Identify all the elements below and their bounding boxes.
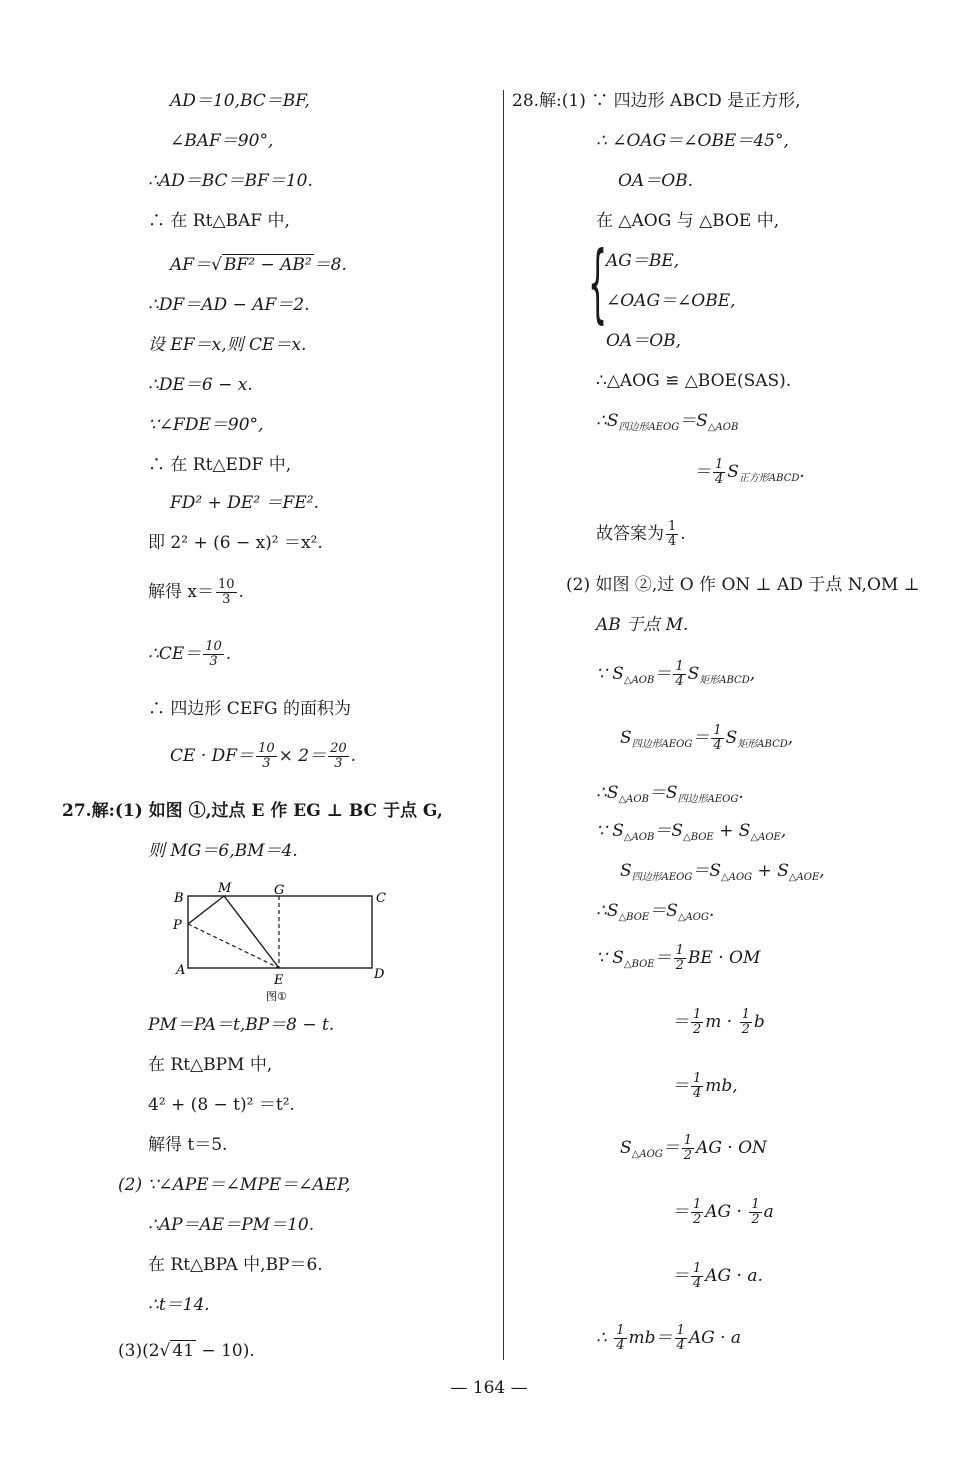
question-27-heading: 27.解:(1) 如图 ①,过点 E 作 EG ⊥ BC 于点 G, xyxy=(62,801,443,821)
fraction: $\frac{1}{2}$ xyxy=(693,1197,702,1227)
line: ＝ $\frac{1}{2}$ AG · $\frac{1}{2}$ a xyxy=(672,1197,774,1227)
text: AF＝ xyxy=(170,255,212,275)
fraction: $\frac{10}{3}$ xyxy=(218,577,235,607)
line: ∴ $\frac{1}{4}$ mb＝ $\frac{1}{4}$ AG · a xyxy=(596,1323,742,1353)
label-g: G xyxy=(274,883,285,898)
line: ∴AP＝AE＝PM＝10. xyxy=(148,1215,315,1235)
line: 4² + (8 − t)² ＝t². xyxy=(148,1095,295,1115)
fraction: $\frac{1}{2}$ xyxy=(675,943,684,973)
line: 在 Rt△BPM 中, xyxy=(148,1055,273,1075)
line: $S_{四边形AEOG}=$ $\frac{1}{4}$ $S_{矩形ABCD}$, xyxy=(620,723,794,753)
line: AF＝√ BF² − AB² ＝8. xyxy=(170,255,347,275)
line: ∵ $S_{\triangle AOB}=S_{\triangle BOE} + S_{\triangle AOE}$, xyxy=(596,821,787,843)
page-number: — 164 — xyxy=(450,1378,528,1398)
rectangle-abcd xyxy=(188,896,372,968)
figure-1-rectangle-diagram xyxy=(168,880,418,1010)
line: ∴t＝14. xyxy=(148,1295,210,1315)
line: 即 2² + (6 − x)² ＝x². xyxy=(148,533,323,553)
line: (2) 如图 ②,过 O 作 ON ⊥ AD 于点 N,OM ⊥ xyxy=(566,575,920,595)
line: AD＝10,BC＝BF, xyxy=(170,91,310,111)
fraction: $\frac{1}{4}$ xyxy=(693,1261,702,1291)
fraction: $\frac{1}{4}$ xyxy=(668,519,677,549)
label-m: M xyxy=(218,881,232,896)
question-28-heading: 28.解:(1) ∵ 四边形 ABCD 是正方形, xyxy=(512,91,801,111)
line: PM＝PA＝t,BP＝8 − t. xyxy=(148,1015,335,1035)
fraction: $\frac{1}{4}$ xyxy=(675,659,684,689)
label-c: C xyxy=(376,891,386,906)
line: 则 MG＝6,BM＝4. xyxy=(148,841,298,861)
line: $\therefore S_{四边形AEOG}=S_{\triangle AOB}$ xyxy=(596,411,739,433)
line: ∵ $S_{\triangle AOB}=$ $\frac{1}{4}$ $S_{矩形ABCD}$, xyxy=(596,659,756,689)
fraction: $\frac{1}{2}$ xyxy=(683,1133,693,1163)
line: (2) ∵∠APE＝∠MPE＝∠AEP, xyxy=(118,1175,351,1195)
sqrt-content: 41 xyxy=(172,1341,195,1361)
line: OA＝OB. xyxy=(618,171,694,191)
line: ＝ $\frac{1}{4}$ mb, xyxy=(672,1071,738,1101)
fraction: $\frac{1}{4}$ xyxy=(676,1323,685,1353)
fraction: $\frac{1}{2}$ xyxy=(693,1007,702,1037)
line: 设 EF＝x,则 CE＝x. xyxy=(148,335,307,355)
text: ＝8. xyxy=(313,255,347,275)
fraction: $\frac{20}{3}$ xyxy=(330,741,347,771)
left-brace: { xyxy=(588,233,608,333)
segment-me xyxy=(224,896,279,968)
line: (3)(2√ 41 − 10). xyxy=(118,1341,255,1361)
label-e: E xyxy=(274,973,284,988)
line: ＝ $\frac{1}{4}$ AG · a. xyxy=(672,1261,763,1291)
column-divider xyxy=(503,90,504,1360)
line: 故答案为 $\frac{1}{4}$ . xyxy=(596,519,686,549)
fraction: $\frac{1}{4}$ xyxy=(693,1071,702,1101)
label-b: B xyxy=(174,891,184,906)
fraction: $\frac{1}{2}$ xyxy=(751,1197,760,1227)
line: $\therefore S_{\triangle BOE}=S_{\triangle AOG}$. xyxy=(596,901,715,923)
line: ∠BAF＝90°, xyxy=(170,131,274,151)
line: ＝ $\frac{1}{4}$ $S_{正方形ABCD}$. xyxy=(694,457,805,487)
line: CE · DF＝ $\frac{10}{3}$ × 2＝ $\frac{20}{3}$ . xyxy=(170,741,357,771)
text: 解得 x＝ xyxy=(148,582,214,602)
line: AG＝BE, xyxy=(606,251,680,271)
label-a: A xyxy=(176,963,186,978)
line: ∴ 在 Rt△EDF 中, xyxy=(148,455,292,475)
line: ∴ ∠OAG＝∠OBE＝45°, xyxy=(596,131,789,151)
fraction: $\frac{10}{3}$ xyxy=(205,639,222,669)
label-p: P xyxy=(173,918,182,933)
line: AB 于点 M. xyxy=(596,615,689,635)
line: ∵ $S_{\triangle BOE}=$ $\frac{1}{2}$ BE · OM xyxy=(596,943,761,973)
figure-caption: 图① xyxy=(266,990,287,1003)
line: 解得 t＝5. xyxy=(148,1135,228,1155)
line: OA＝OB, xyxy=(606,331,682,351)
line: FD² + DE² ＝FE². xyxy=(170,493,319,513)
line: 在 △AOG 与 △BOE 中, xyxy=(596,211,780,231)
label-d: D xyxy=(374,967,385,982)
line: 在 Rt△BPA 中,BP＝6. xyxy=(148,1255,323,1275)
fraction: $\frac{1}{4}$ xyxy=(713,723,722,753)
fraction: $\frac{1}{2}$ xyxy=(741,1007,750,1037)
line: ＝ $\frac{1}{2}$ m · $\frac{1}{2}$ b xyxy=(672,1007,765,1037)
line: ∴DF＝AD − AF＝2. xyxy=(148,295,310,315)
line: ∵∠FDE＝90°, xyxy=(148,415,264,435)
line: ∠OAG＝∠OBE, xyxy=(606,291,736,311)
line: ∴ 四边形 CEFG 的面积为 xyxy=(148,699,352,719)
sqrt-content: BF² − AB² xyxy=(223,255,312,275)
fraction: $\frac{1}{4}$ xyxy=(616,1323,625,1353)
line: $S_{\triangle AOG}=$ $\frac{1}{2}$ AG · ON xyxy=(620,1133,767,1163)
line: ∴AD＝BC＝BF＝10. xyxy=(148,171,313,191)
line: $\therefore S_{\triangle AOB}=S_{四边形AEOG}$. xyxy=(596,783,744,805)
line: ∴△AOG ≌ △BOE(SAS). xyxy=(596,371,792,391)
line: ∴DE＝6 − x. xyxy=(148,375,253,395)
fraction: $\frac{1}{4}$ xyxy=(715,457,724,487)
segment-pm xyxy=(188,896,224,924)
fraction: $\frac{10}{3}$ xyxy=(258,741,275,771)
line: ∴ 在 Rt△BAF 中, xyxy=(148,211,290,231)
segment-pe xyxy=(188,924,279,968)
line: ∴CE＝ $\frac{10}{3}$ . xyxy=(148,639,232,669)
line: 解得 x＝ $\frac{10}{3}$ . xyxy=(148,577,244,607)
line: $S_{四边形AEOG}=S_{\triangle AOG} + S_{\triangle AOE}$, xyxy=(620,861,825,883)
